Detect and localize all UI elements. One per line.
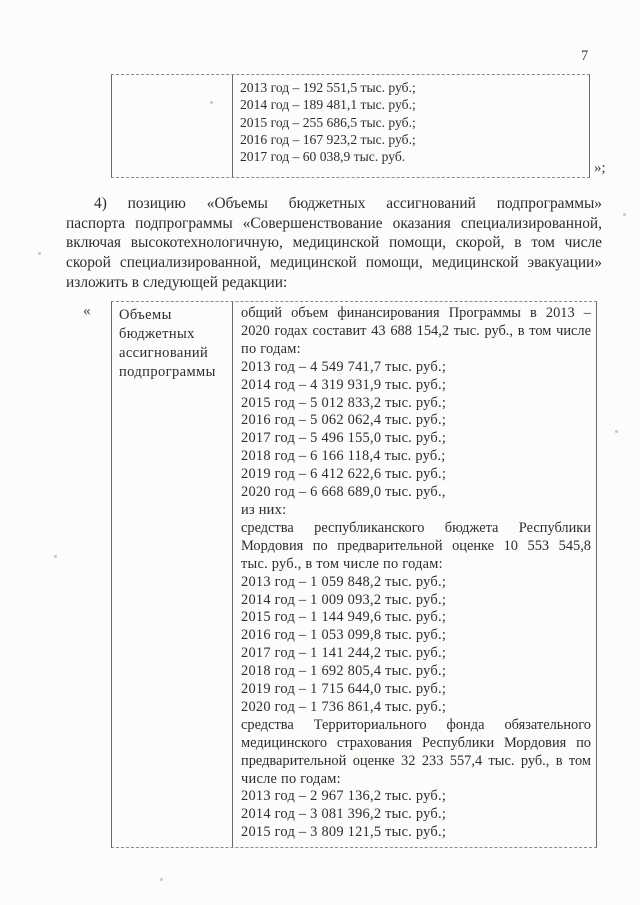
table2-amount-line: средства республиканского бюджета Республики xyxy=(241,519,591,536)
table2-header-line: подпрограммы xyxy=(119,364,216,380)
table2-header-line: ассигнований xyxy=(119,345,209,361)
table2-amount-line: 2013 год – 4 549 741,7 тыс. руб.; xyxy=(241,358,447,375)
paragraph-line: скорой специализированной, медицинской помощи, медицинской эвакуации» xyxy=(66,254,602,272)
page-number: 7 xyxy=(581,48,589,64)
table2-amount-line: 2013 год – 2 967 136,2 тыс. руб.; xyxy=(241,788,447,805)
scan-speck xyxy=(54,555,57,558)
paragraph-line: включая высокотехнологичную, медицинской помощи, скорой, в том числе xyxy=(66,234,602,252)
table2-amount-line: медицинского страхования Республики Мордовия по xyxy=(241,734,591,751)
table2-amount-line: 2016 год – 1 053 099,8 тыс. руб.; xyxy=(241,627,447,644)
table2-header-line: бюджетных xyxy=(119,326,195,342)
table2-amount-line: 2017 год – 5 496 155,0 тыс. руб.; xyxy=(241,430,447,447)
table2-amount-line: из них: xyxy=(241,501,287,518)
table2-amount-line: Мордовия по предварительной оценке 10 553 545,8 xyxy=(241,537,591,554)
table1-right-cell xyxy=(233,75,589,177)
table2-header-cell xyxy=(112,302,233,847)
table2-amount-line: 2014 год – 4 319 931,9 тыс. руб.; xyxy=(241,376,447,393)
table2-amount-line: 2019 год – 1 715 644,0 тыс. руб.; xyxy=(241,681,447,698)
table2-amount-line: 2017 год – 1 141 244,2 тыс. руб.; xyxy=(241,645,447,662)
table2-amount-line: общий объем финансирования Программы в 2013 – xyxy=(241,305,591,321)
table2-amount-line: 2020 год – 1 736 861,4 тыс. руб.; xyxy=(241,698,447,715)
table2-amount-line: 2016 год – 5 062 062,4 тыс. руб.; xyxy=(241,412,447,429)
scan-speck xyxy=(210,101,213,104)
scan-speck xyxy=(623,213,626,216)
table2-amount-line: 2020 год – 6 668 689,0 тыс. руб., xyxy=(241,484,446,501)
table2-amount-line: 2019 год – 6 412 622,6 тыс. руб.; xyxy=(241,466,447,483)
budget-table-2013-2017 xyxy=(111,74,590,178)
subprogram-budget-table xyxy=(111,301,597,848)
table2-amount-line: 2018 год – 6 166 118,4 тыс. руб.; xyxy=(241,448,446,465)
table1-amount-line: 2016 год – 167 923,2 тыс. руб.; xyxy=(240,131,416,147)
table2-amount-line: 2014 год – 1 009 093,2 тыс. руб.; xyxy=(241,591,447,608)
paragraph-line: паспорта подпрограммы «Совершенствование оказания специализированной, xyxy=(66,214,602,232)
table2-amount-line: предварительной оценке 32 233 557,4 тыс. руб., в том xyxy=(241,752,591,769)
table2-amount-line: 2020 годах составит 43 688 154,2 тыс. руб., в том числе xyxy=(241,322,591,339)
table2-amount-line: средства Территориального фонда обязательного xyxy=(241,716,591,733)
table1-amount-line: 2013 год – 192 551,5 тыс. руб.; xyxy=(240,80,416,95)
scan-speck xyxy=(38,252,41,255)
scan-speck xyxy=(160,878,163,881)
scan-speck xyxy=(615,430,618,433)
table1-amount-line: 2014 год – 189 481,1 тыс. руб.; xyxy=(240,97,416,113)
table2-amount-line: 2015 год – 1 144 949,6 тыс. руб.; xyxy=(241,609,447,626)
table2-amount-line: 2018 год – 1 692 805,4 тыс. руб.; xyxy=(241,663,447,680)
table2-amount-line: 2014 год – 3 081 396,2 тыс. руб.; xyxy=(241,806,447,823)
table2-amount-line: числе по годам: xyxy=(241,770,341,787)
table2-header-line: Объемы xyxy=(119,307,172,323)
table2-amount-line: по годам: xyxy=(241,340,301,357)
table2-amount-line: 2015 год – 5 012 833,2 тыс. руб.; xyxy=(241,394,447,411)
table1-closing-quote: »; xyxy=(594,160,606,176)
paragraph-line: изложить в следующей редакции: xyxy=(66,273,288,291)
table2-opening-quote: « xyxy=(83,303,91,319)
table1-amount-line: 2017 год – 60 038,9 тыс. руб. xyxy=(240,149,406,165)
table1-amount-line: 2015 год – 255 686,5 тыс. руб.; xyxy=(240,114,416,130)
table2-content-cell xyxy=(233,302,596,847)
table2-amount-line: тыс. руб., в том числе по годам: xyxy=(241,555,443,572)
table2-amount-line: 2013 год – 1 059 848,2 тыс. руб.; xyxy=(241,573,447,590)
table1-left-cell xyxy=(112,75,233,177)
amendment-paragraph xyxy=(66,194,602,293)
table2-amount-line: 2015 год – 3 809 121,5 тыс. руб.; xyxy=(241,824,447,841)
paragraph-line: 4) позицию «Объемы бюджетных ассигнований подпрограммы» xyxy=(94,195,602,212)
